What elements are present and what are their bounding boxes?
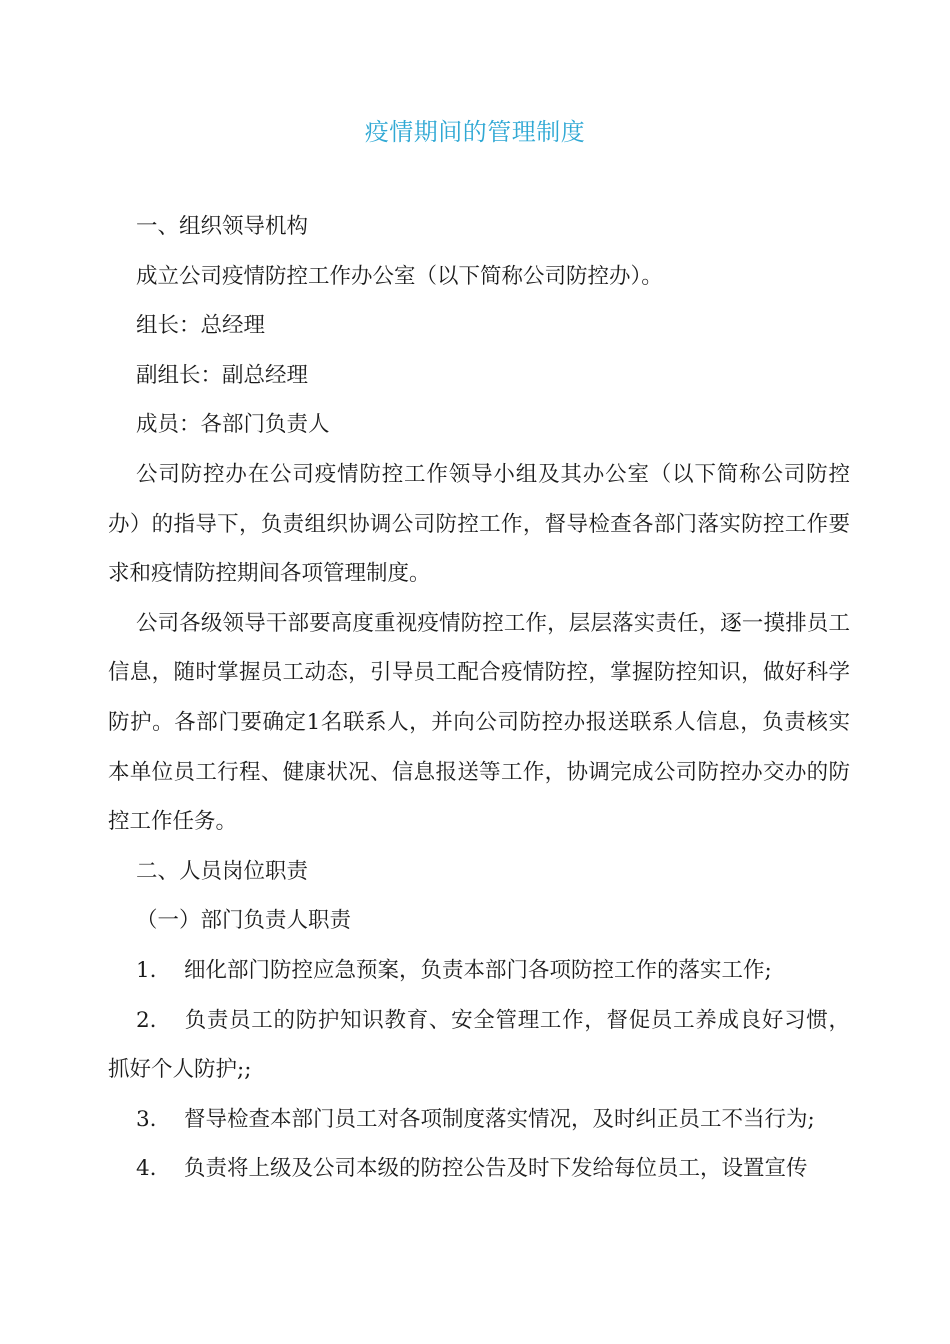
list-item-number: 1.	[136, 957, 157, 983]
list-item-text: 督导检查本部门员工对各项制度落实情况，及时纠正员工不当行为;	[184, 1106, 815, 1132]
list-item	[108, 1095, 850, 1145]
list-item-number: 3.	[136, 1106, 157, 1132]
paragraph: 组长：总经理	[136, 313, 266, 339]
list-item	[108, 946, 850, 996]
document-title: 疫情期间的管理制度	[364, 118, 586, 146]
paragraph: 副组长：副总经理	[136, 362, 309, 388]
subsection-heading: （一）部门负责人职责	[136, 908, 352, 934]
paragraph: 成员：各部门负责人	[136, 412, 330, 438]
list-item-text: 细化部门防控应急预案，负责本部门各项防控工作的落实工作;	[184, 957, 772, 983]
section-heading: 一、组织领导机构	[136, 214, 309, 239]
paragraph: 成立公司疫情防控工作办公室（以下简称公司防控办）。	[136, 263, 663, 289]
list-item-number: 2.	[136, 1007, 157, 1033]
document-body	[108, 202, 850, 1194]
list-item-text: 负责员工的防护知识教育、安全管理工作，督促员工养成良好习惯，抓好个人防护;;	[108, 1007, 850, 1083]
section-heading: 二、人员岗位职责	[136, 858, 309, 884]
list-item	[108, 996, 850, 1095]
paragraph: 公司防控办在公司疫情防控工作领导小组及其办公室（以下简称公司防控办）的指导下，负责组织协调公司防控工作，督导检查各部门落实防控工作要求和疫情防控期间各项管理制度。	[108, 461, 850, 587]
list-item	[108, 1144, 850, 1194]
list-item-number: 4.	[136, 1156, 157, 1182]
paragraph: 公司各级领导干部要高度重视疫情防控工作，层层落实责任，逐一摸排员工信息，随时掌握员工动态，引导员工配合疫情防控，掌握防控知识，做好科学防护。各部门要确定1名联系人，并向公司防控办报送联系人信息，负责核实本单位员工行程、健康状况、信息报送等工作，协调完成公司防控办交办的防控工作任务。	[108, 610, 850, 835]
list-item-text: 负责将上级及公司本级的防控公告及时下发给每位员工，设置宣传	[184, 1156, 808, 1182]
